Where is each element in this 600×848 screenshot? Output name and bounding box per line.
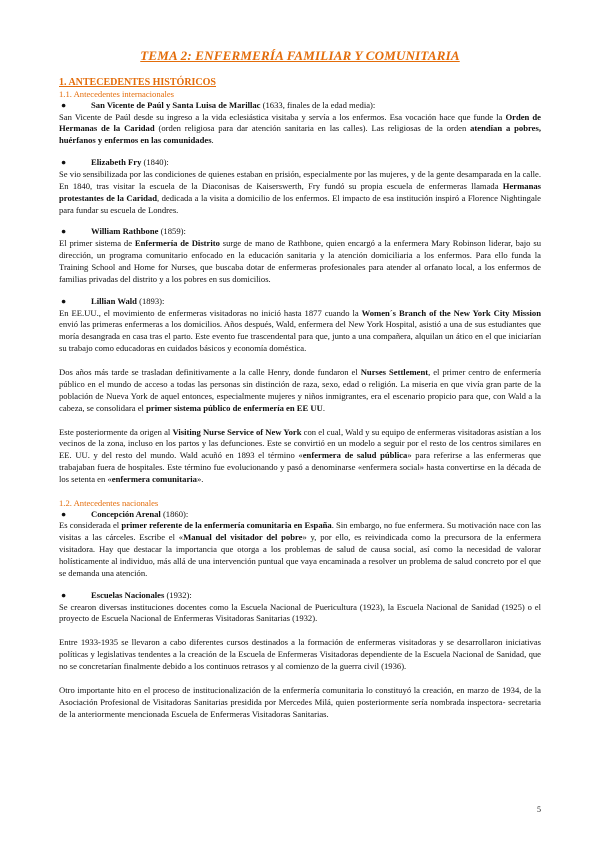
paragraph-william-rathbone: El primer sistema de Enfermería de Distrito surge de mano de Rathbone, quien encargó a la enfermera Mary Robinson liderar, bajo su dirección, un programa comunitario enfocado en la educación sanitaria y la atención domiciliaria a los enfermos. Para ello funda la Training School and Home for Nurses, que buscaba dotar de enfermeras profesionales para atender al orfanato local, a los enfermos de familias privadas del distrito y a los pobres en sus domicilios. bbox=[59, 238, 541, 284]
bullet-icon: ● bbox=[61, 508, 67, 519]
paragraph-san-vicente: San Vicente de Paúl desde su ingreso a la vida eclesiástica visitaba y servía a los enfermos. Esa vocación hace que funde la Orden de Hermanas de la Caridad (orden religiosa para dar atención sanitaria en las calles). Las religiosas de la orden atendían a pobres, huérfanos y enfermos en las comunidades. bbox=[59, 111, 541, 146]
bullet-icon: ● bbox=[61, 295, 67, 306]
paragraph-lillian-wald-3: Este posteriormente da origen al Visiting Nurse Service of New York con el cual, Wald y su equipo de enfermeras visitadoras asistían a los vecinos de la zona, incluso en los partos y las defunciones. Este se convirtió en un modelo a seguir por el resto de los centros similares en EE. UU. y del resto del mundo. Wald acuñó en 1893 el término «enfermera de salud pública» para referirse a las enfermeras que trabajaban fuera de hospitales. Este término fue evolucionando y pasó a denominarse «enfermera social» hasta convertirse en la década de los setenta en «enfermera comunitaria». bbox=[59, 426, 541, 484]
bullet-elizabeth-fry: ● Elizabeth Fry (1840): bbox=[61, 157, 169, 168]
bullet-icon: ● bbox=[61, 157, 67, 168]
document-title: TEMA 2: ENFERMERÍA FAMILIAR Y COMUNITARIA bbox=[140, 48, 460, 63]
paragraph-elizabeth-fry: Se vio sensibilizada por las condiciones de quienes estaban en prisión, especialmente por las mujeres, y de la gente desamparada en la calle. En 1840, tras visitar la escuela de la Diaconisas de Kaiserswerth, Fry fundó su propia escuela de enfermeras llamada Hermanas protestantes de la Caridad, dedicada a la visita a domicilio de los enfermos. El impacto de esa institución inspiró a Florence Nightingale para fundar su escuela de Londres. bbox=[59, 169, 541, 215]
page-number: 5 bbox=[537, 805, 541, 814]
bullet-rest: (1633, finales de la edad media): bbox=[260, 99, 376, 110]
bullet-icon: ● bbox=[61, 589, 67, 600]
paragraph-cursos-1933: Entre 1933-1935 se llevaron a cabo diferentes cursos destinados a la formación de enfermeras visitadoras y se desarrollaron iniciativas políticas y legislativas tendentes a la creación de la Escuela de Enfermeras Visitadoras dependiente de la Escuela Nacional de Sanidad, que no se concretarían finalmente debido a los continuos retrasos y al comienzo de la guerra civil (1936). bbox=[59, 637, 541, 671]
paragraph-escuelas-nacionales: Se crearon diversas instituciones docentes como la Escuela Nacional de Puericultura (1923), la Escuela Nacional de Sanidad (1925) o el proyecto de Escuela Nacional de Enfermeras Visitadoras Sanitarias (1932). bbox=[59, 601, 541, 624]
section-heading-antecedentes: 1. ANTECEDENTES HISTÓRICOS bbox=[59, 77, 216, 88]
subsection-heading-nacionales: 1.2. Antecedentes nacionales bbox=[59, 497, 159, 508]
bullet-concepcion-arenal: ● Concepción Arenal (1860): bbox=[61, 508, 189, 519]
subsection-heading-internacionales: 1.1. Antecedentes internacionales bbox=[59, 89, 175, 99]
paragraph-asociacion-1934: Otro importante hito en el proceso de institucionalización de la enfermería comunitaria lo constituyó la creación, en marzo de 1934, de la Asociación Profesional de Visitadoras Sanitarias presidida por Mercedes Milá, quien posteriormente sería nombrada inspectora- secretaria de la anteriormente mencionada Escuela de Enfermeras Visitadoras Sanitarias. bbox=[59, 684, 541, 719]
bullet-william-rathbone: ● William Rathbone (1859): bbox=[61, 226, 186, 237]
bullet-icon: ● bbox=[61, 99, 67, 110]
paragraph-lillian-wald-2: Dos años más tarde se trasladan definitivamente a la calle Henry, donde fundaron el Nurses Settlement, el primer centro de enfermería público en el mundo de acceso a todas las personas sin distinción de raza, sexo, edad o religión. La miseria en que vivía gran parte de la población de Nueva York de aquel entonces, especialmente mujeres y niños inmigrantes, era el escenario propicio para que, con Wald a la cabeza, se consolidara el primer sistema público de enfermería en EE UU. bbox=[59, 367, 541, 413]
bullet-head: San Vicente de Paúl y Santa Luisa de Marillac bbox=[91, 99, 261, 110]
bullet-san-vicente bbox=[59, 100, 541, 112]
paragraph-lillian-wald-1: En EE.UU., el movimiento de enfermeras visitadoras no inició hasta 1877 cuando la Women´s Branch of the New York City Mission envió las primeras enfermeras a los domicilios. Años después, Wald, enfermera del New York Hospital, asistió a una de sus estudiantes que moría desangrada en casa tras el parto. Este evento fue trascendental para que, junto a una compañera, alquilan un ático en el que iniciarían su trabajo como educadoras en cuidados básicos y economía doméstica. bbox=[59, 307, 542, 354]
bullet-escuelas-nacionales: ● Escuelas Nacionales (1932): bbox=[61, 589, 192, 600]
bullet-icon: ● bbox=[61, 226, 67, 237]
bullet-lillian-wald: ● Lillian Wald (1893): bbox=[61, 295, 165, 306]
document-body bbox=[59, 77, 541, 720]
paragraph-concepcion-arenal: Es considerada el primer referente de la enfermería comunitaria en España. Sin embargo, no fue enfermera. Su motivación nace con las visitas a las cárceles. Escribe el «Manual del visitador del pobre» y, por ello, es reivindicada como la precursora de la enfermera visitadora. Hay que destacar la importancia que otorga a los problemas de salud de causa social, así como la necesidad de valorar holísticamente al individuo, más allá de una intervención puntual que vaya encaminada a resolver un problema de salud concreto por el que se demanda una atención. bbox=[59, 520, 541, 578]
